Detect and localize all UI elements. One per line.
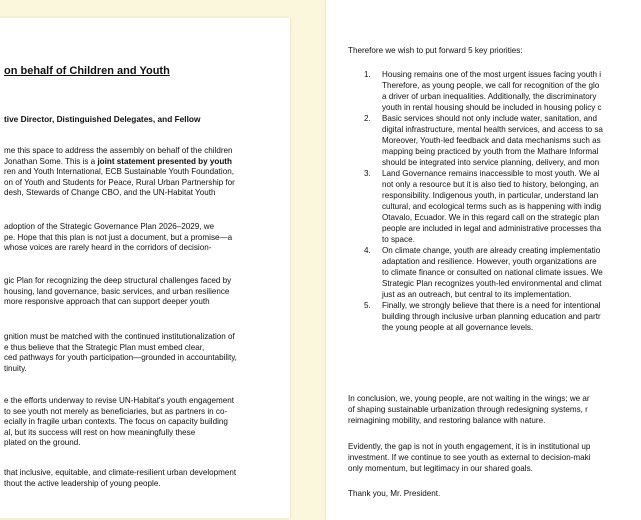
text-line: people are included in legal and administrative processes tha — [382, 224, 602, 233]
text-line: that inclusive, equitable, and climate-resilient urban development — [4, 468, 237, 477]
text-line: Evidently, the gap is not in youth engagement, it is in institutional up — [348, 442, 591, 451]
text-line: adaptation and resilience. However, youth organizations are — [382, 257, 597, 266]
list-number: 2. — [364, 114, 371, 123]
text-line: gnition must be matched with the continued institutionalization of — [4, 332, 235, 341]
text-line: building through inclusive urban planning education and partr — [382, 312, 601, 321]
text-line: reimagining mobility, and restoring balance with nature. — [348, 416, 546, 425]
text-line: gic Plan for recognizing the deep structural challenges faced by — [4, 276, 232, 285]
priorities-lead: Therefore we wish to put forward 5 key priorities: — [348, 46, 523, 55]
text-line: Therefore, as young people, we call for recognition of the glo — [382, 81, 600, 90]
text-line: youth in rental housing should be included in housing policy c — [382, 103, 602, 112]
closing-line: Thank you, Mr. President. — [348, 489, 441, 498]
text-line: ecially in fragile urban contexts. The focus on capacity building — [4, 417, 228, 426]
text-line: to space. — [382, 235, 415, 244]
text-line: e thus believe that the Strategic Plan must embed clear, — [4, 342, 205, 352]
evidently-paragraph — [348, 441, 641, 474]
priority-item-capacity-building — [348, 300, 641, 333]
text-line: investment. If we continue to see youth as external to decision-maki — [348, 453, 591, 462]
text-line: should be integrated into service planning, delivery, and mon — [382, 158, 600, 167]
text-line: more responsive approach that can support deeper youth — [4, 297, 210, 306]
intro-paragraph — [4, 146, 290, 199]
text-line: on of Youth and Students for Peace, Rural Urban Partnership for — [4, 177, 235, 187]
text-line: not only a resource but it is also tied to history, belonging, an — [382, 180, 599, 189]
priority-list — [348, 69, 641, 333]
text-run: On climate change, youth are already creating implementatio — [382, 246, 601, 255]
text-line: cultural, and ecological terms such as is happening with indig — [382, 202, 602, 211]
text-line: of shaping sustainable urbanization through redesigning systems, r — [348, 405, 588, 414]
text-line: Strategic Plan recognizes youth-led environmental and climat — [382, 279, 602, 288]
text-line: ced pathways for youth participation—grounded in accountability, — [4, 353, 237, 362]
text-line: just as an outreach, but central to its implementation. — [382, 290, 572, 299]
text-run: Housing remains one of the most urgent issues facing youth i — [382, 70, 602, 79]
text-line: In conclusion, we, young people, are not waiting in the wings; we ar — [348, 394, 590, 403]
text-line: whose voices are rarely heard in the corridors of decision- — [4, 243, 212, 252]
text-line: adoption of the Strategic Governance Plan 2026–2029, we — [4, 222, 215, 231]
list-number: 4. — [364, 246, 371, 255]
text-line: mapping being practiced by youth from the Mathare Informal — [382, 147, 599, 156]
text-line: tinuity. — [4, 363, 27, 373]
text-line: me this space to address the assembly on behalf of the children — [4, 146, 233, 155]
text-line: responsibility. Indigenous youth, in particular, understand lan — [382, 191, 599, 200]
salutation: tive Director, Distinguished Delegates, and Fellow — [4, 114, 201, 124]
list-item-first-line — [348, 168, 641, 179]
bold-text-run: joint statement presented by youth — [97, 156, 232, 166]
text-line: to see youth not merely as beneficiaries, but as partners in co- — [4, 406, 228, 416]
text-line: e the efforts underway to revise UN-Habitat's youth engagement — [4, 396, 234, 405]
text-line — [4, 157, 290, 168]
text-line: desh, Stewards of Change CBO, and the UN-Habitat Youth — [4, 188, 216, 197]
paragraph-youth-engagement — [4, 396, 290, 449]
text-line: only momentum, but legitimacy in our shared goals. — [348, 464, 533, 473]
text-line: the young people at all governance levels. — [382, 323, 534, 332]
left-document-page — [0, 18, 290, 518]
text-run: Basic services should not only include water, sanitation, and — [382, 114, 598, 123]
text-line: digital infrastructure, mental health services, and access to sa — [382, 125, 603, 134]
text-line: housing, land governance, basic services, and urban resilience — [4, 286, 230, 296]
right-document-page — [326, 0, 641, 520]
paragraph-leadership — [4, 468, 290, 489]
text-line: a driver of urban inequalities. Additionally, the discriminatory — [382, 92, 597, 101]
text-line: thout the active leadership of young people. — [4, 478, 161, 488]
paragraph-strategic-plan — [4, 222, 290, 254]
list-item-first-line — [348, 113, 641, 124]
paragraph-challenges — [4, 276, 290, 308]
paragraph-institutionalization — [4, 332, 290, 374]
text-run: Finally, we strongly believe that there is a need for intentional — [382, 301, 601, 310]
priority-item-housing — [348, 69, 641, 113]
text-line: al, but its success will rest on how meaningfully these — [4, 427, 196, 437]
text-line: Otavalo, Ecuador. We in this regard call on the strategic plan — [382, 213, 600, 222]
list-item-first-line — [348, 245, 641, 256]
statement-title: on behalf of Children and Youth — [4, 65, 170, 77]
priority-item-basic-services — [348, 113, 641, 168]
text-line: to climate finance or consulted on national climate issues. We — [382, 268, 603, 277]
text-line: ren and Youth International, ECB Sustainable Youth Foundation, — [4, 167, 234, 176]
list-item-first-line — [348, 300, 641, 311]
text-line: pe. Hope that this plan is not just a document, but a promise—a — [4, 232, 233, 242]
list-item-first-line — [348, 69, 641, 80]
conclusion-paragraph — [348, 393, 641, 426]
text-line: plated on the ground. — [4, 438, 81, 447]
list-number: 1. — [364, 70, 371, 79]
text-line: Moreover, Youth-led feedback and data mechanisms such as — [382, 136, 601, 145]
priority-item-land-governance — [348, 168, 641, 245]
list-number: 5. — [364, 301, 371, 310]
text-run: Land Governance remains inaccessible to most youth. We al — [382, 169, 600, 178]
text-run: Jonathan Some. This is a — [4, 156, 98, 166]
list-number: 3. — [364, 169, 371, 178]
priority-item-climate — [348, 245, 641, 300]
